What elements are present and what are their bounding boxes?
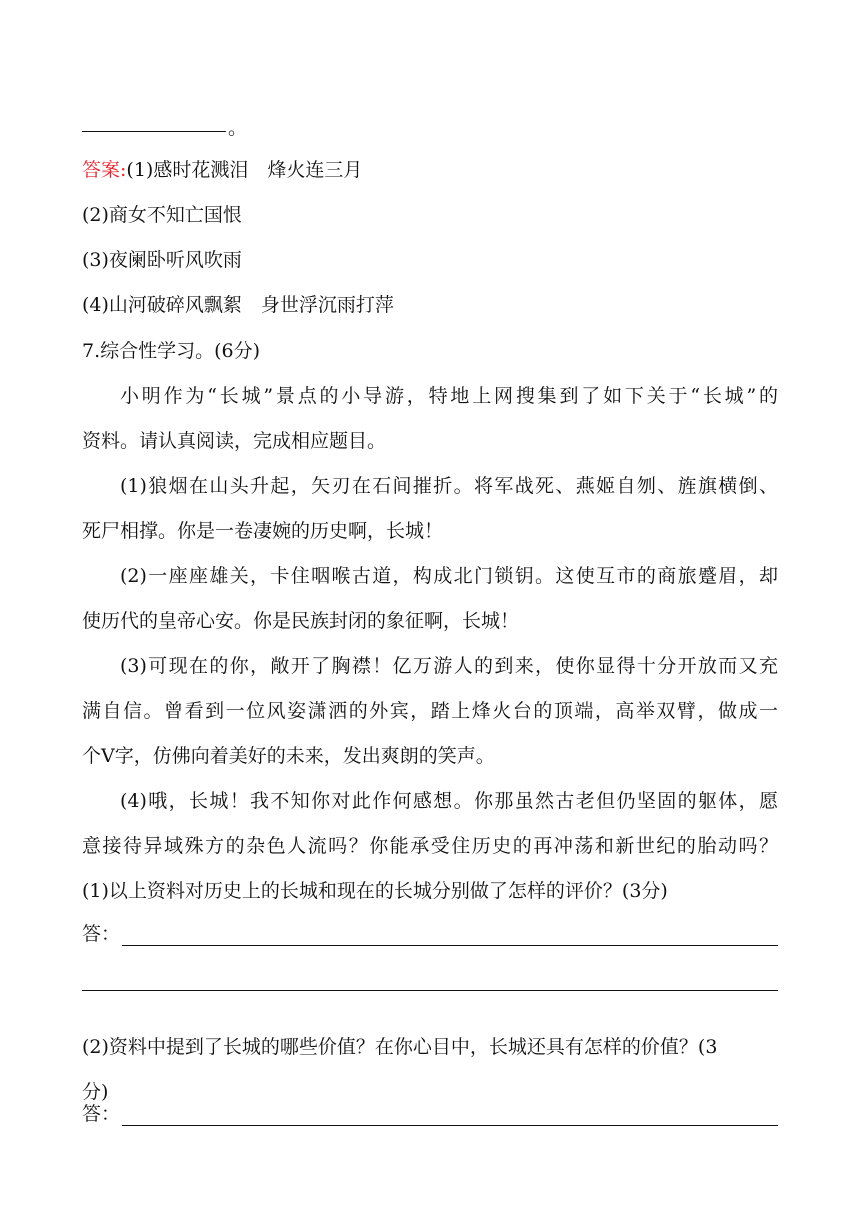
- passage-2-line-2: 使历代的皇帝心安。你是民族封闭的象征啊，长城！: [82, 610, 520, 632]
- answer-line-4: (4)山河破碎风飘絮 身世浮沉雨打萍: [82, 294, 394, 316]
- answer-prompt-label-2: 答：: [82, 1103, 121, 1125]
- question-7-title: 7.综合性学习。(6分): [82, 340, 261, 362]
- passage-3-line-3: 个V字，仿佛向着美好的未来，发出爽朗的笑声。: [82, 745, 495, 767]
- passage-3-line-2: 满自信。曾看到一位风姿潇洒的外宾，踏上烽火台的顶端，高举双臂，做成一: [82, 700, 778, 722]
- answer-rule-2[interactable]: [82, 990, 778, 991]
- answer-prompt-label: 答：: [82, 923, 121, 945]
- sub-question-1-answer-field[interactable]: [82, 922, 778, 946]
- passage-2-line-1: (2)一座座雄关，卡住咽喉古道，构成北门锁钥。这使互市的商旅蹙眉，却: [120, 565, 778, 587]
- passage-4-line-1: (4)哦，长城！我不知你对此作何感想。你那虽然古老但仍坚固的躯体，愿: [120, 790, 778, 812]
- sub-question-2-answer-field[interactable]: [82, 1102, 778, 1126]
- sub-question-1: (1)以上资料对历史上的长城和现在的长城分别做了怎样的评价？(3分): [82, 880, 668, 902]
- blank-line-end: 。: [228, 117, 248, 139]
- intro-line-2: 资料。请认真阅读，完成相应题目。: [82, 430, 387, 452]
- passage-1-line-2: 死尸相撑。你是一卷凄婉的历史啊，长城！: [82, 520, 444, 542]
- fill-in-blank-line: [82, 116, 778, 140]
- passage-1-line-1: (1)狼烟在山头升起，矢刃在石间摧折。将军战死、燕姬自刎、旌旗横倒、: [120, 475, 778, 497]
- passage-4-line-2: 意接待异域殊方的杂色人流吗？你能承受住历史的再冲荡和新世纪的胎动吗？: [82, 835, 778, 857]
- passage-3-line-1: (3)可现在的你，敞开了胸襟！亿万游人的到来，使你显得十分开放而又充: [120, 655, 778, 677]
- sub-question-2-line-2: 分): [82, 1081, 109, 1103]
- blank-rule: [82, 131, 226, 132]
- answer-rule-3: [122, 1125, 778, 1126]
- answer-line-2: (2)商女不知亡国恨: [82, 204, 242, 226]
- answer-rule: [122, 945, 778, 946]
- intro-line-1: 小明作为“长城”景点的小导游，特地上网搜集到了如下关于“长城”的: [120, 385, 778, 407]
- answer-1: (1)感时花溅泪 烽火连三月: [126, 159, 363, 181]
- answer-label: 答案:: [82, 159, 127, 181]
- answer-line-3: (3)夜阑卧听风吹雨: [82, 249, 242, 271]
- answer-line-1: [82, 158, 778, 182]
- sub-question-2-line-1: (2)资料中提到了长城的哪些价值？在你心目中，长城还具有怎样的价值？(3: [82, 1036, 718, 1058]
